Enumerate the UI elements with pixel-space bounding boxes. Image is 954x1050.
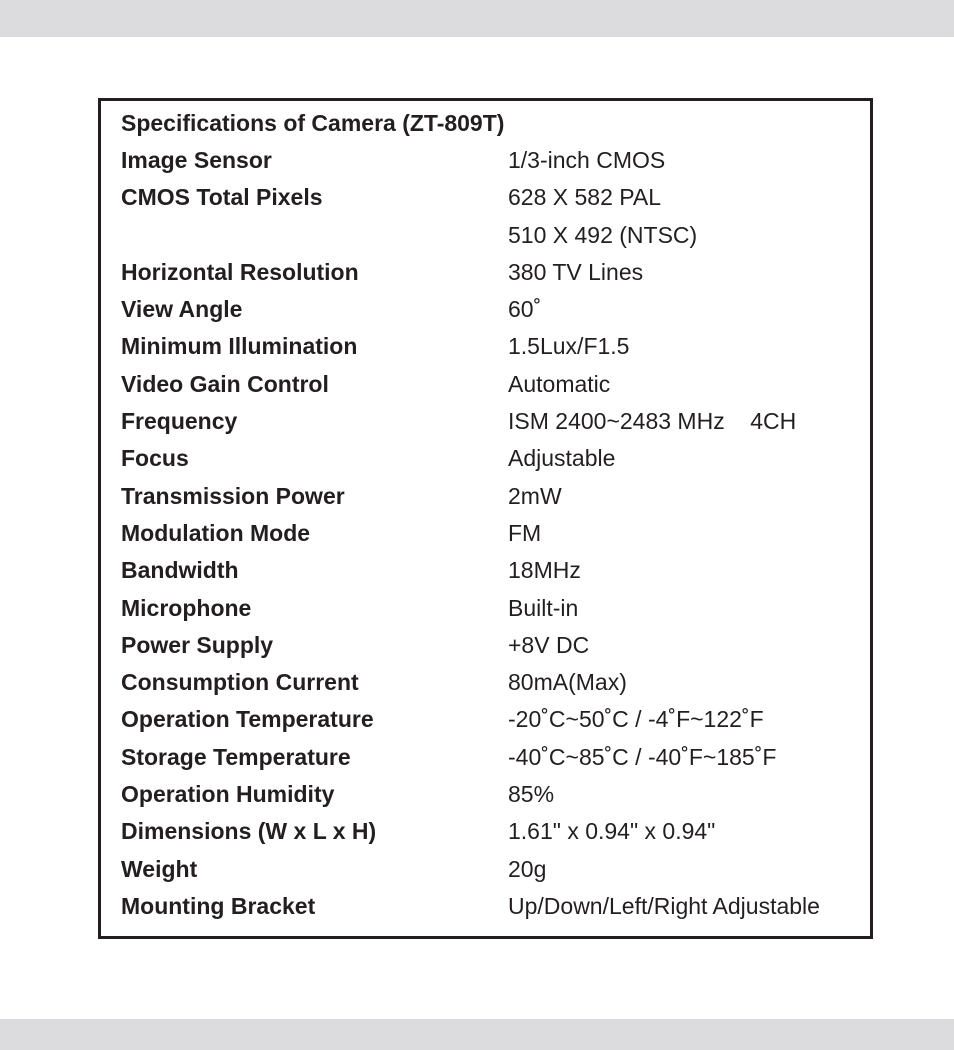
spec-value: 380 TV Lines xyxy=(508,258,644,285)
spec-value: 85% xyxy=(508,781,555,808)
spec-label: Power Supply xyxy=(121,631,274,658)
top-gray-band xyxy=(0,0,954,37)
spec-row xyxy=(121,294,861,331)
spec-value: -20˚C~50˚C / -4˚F~122˚F xyxy=(508,706,764,733)
spec-row xyxy=(121,891,861,928)
spec-label: Microphone xyxy=(121,594,252,621)
spec-value: 80mA(Max) xyxy=(508,669,627,696)
spec-row xyxy=(121,481,861,518)
spec-value: ISM 2400~2483 MHz 4CH xyxy=(508,408,797,435)
spec-label: Minimum Illumination xyxy=(121,333,358,360)
specifications-box xyxy=(98,98,873,939)
spec-row xyxy=(121,443,861,480)
spec-row xyxy=(121,369,861,406)
spec-label: Weight xyxy=(121,855,198,882)
spec-row xyxy=(121,779,861,816)
specifications-list xyxy=(121,145,861,928)
specifications-title: Specifications of Camera (ZT-809T) xyxy=(121,110,505,136)
spec-label: Storage Temperature xyxy=(121,743,351,770)
spec-label: Mounting Bracket xyxy=(121,892,316,919)
spec-value: Adjustable xyxy=(508,445,616,472)
spec-row xyxy=(121,667,861,704)
spec-row xyxy=(121,630,861,667)
spec-label: CMOS Total Pixels xyxy=(121,184,323,211)
spec-label: Image Sensor xyxy=(121,147,272,173)
spec-row xyxy=(121,331,861,368)
spec-value: +8V DC xyxy=(508,631,590,658)
spec-row xyxy=(121,406,861,443)
spec-label: Dimensions (W x L x H) xyxy=(121,818,377,845)
spec-row xyxy=(121,854,861,891)
spec-value: FM xyxy=(508,519,542,546)
spec-label: View Angle xyxy=(121,296,243,323)
spec-row xyxy=(121,742,861,779)
spec-row xyxy=(121,257,861,294)
spec-value: 60˚ xyxy=(508,296,542,323)
spec-label: Video Gain Control xyxy=(121,370,329,397)
spec-label: Modulation Mode xyxy=(121,519,311,546)
spec-row xyxy=(121,182,861,219)
spec-value: 2mW xyxy=(508,482,562,509)
spec-value: 1/3-inch CMOS xyxy=(508,147,666,173)
spec-label: Horizontal Resolution xyxy=(121,258,359,285)
bottom-gray-band xyxy=(0,1019,954,1050)
spec-row xyxy=(121,816,861,853)
spec-value: -40˚C~85˚C / -40˚F~185˚F xyxy=(508,743,777,770)
spec-row xyxy=(121,518,861,555)
spec-label: Bandwidth xyxy=(121,557,239,584)
spec-row xyxy=(121,145,861,182)
spec-row xyxy=(121,704,861,741)
spec-value: 20g xyxy=(508,855,547,882)
spec-value: 18MHz xyxy=(508,557,581,584)
spec-value: 1.5Lux/F1.5 xyxy=(508,333,630,360)
spec-label: Operation Temperature xyxy=(121,706,374,733)
spec-value: 628 X 582 PAL xyxy=(508,184,662,211)
spec-value: 1.61" x 0.94" x 0.94" xyxy=(508,818,716,845)
spec-row xyxy=(121,593,861,630)
spec-value: 510 X 492 (NTSC) xyxy=(508,221,698,248)
spec-label: Focus xyxy=(121,445,189,472)
spec-value: Up/Down/Left/Right Adjustable xyxy=(508,892,820,919)
spec-row xyxy=(121,220,861,257)
spec-value: Built-in xyxy=(508,594,579,621)
spec-label: Consumption Current xyxy=(121,669,359,696)
spec-row xyxy=(121,555,861,592)
spec-label: Frequency xyxy=(121,408,238,435)
spec-label: Transmission Power xyxy=(121,482,345,509)
spec-value: Automatic xyxy=(508,370,611,397)
spec-label: Operation Humidity xyxy=(121,781,335,808)
